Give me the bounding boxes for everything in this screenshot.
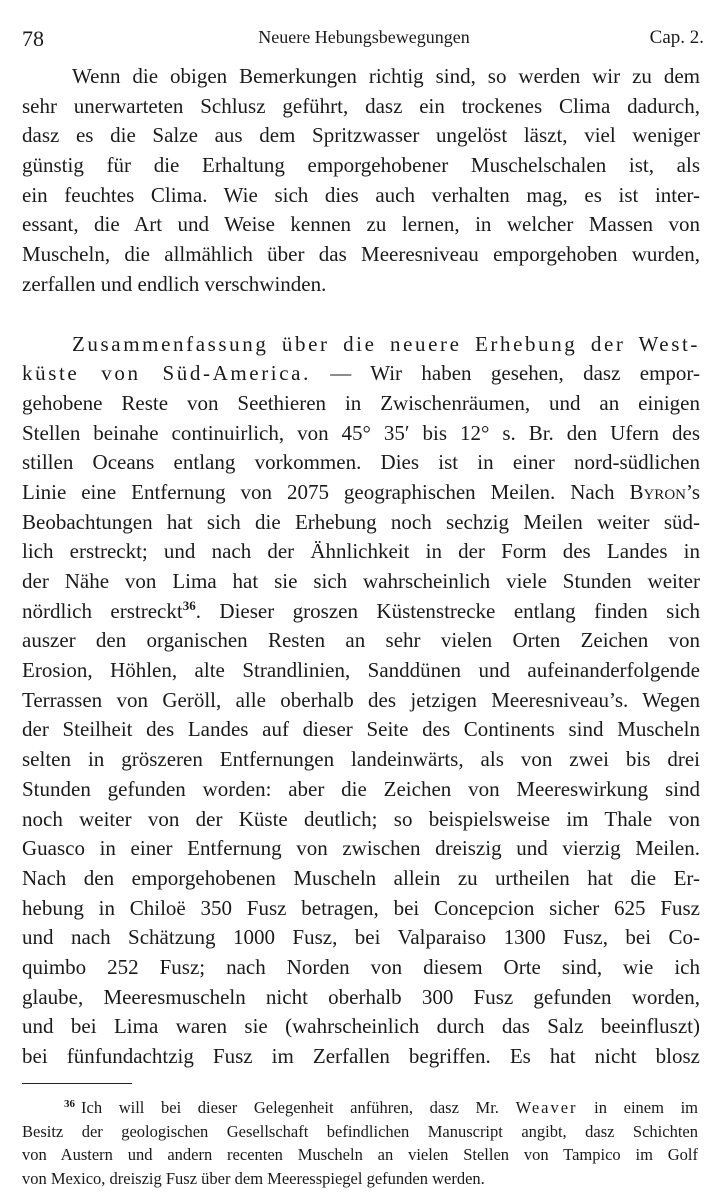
text-line: günstig für die Erhaltung emporgehobener Muschelschalen ist, als: [22, 153, 700, 178]
text-line: lich erstreckt; und nach der Ähnlichkeit in der Form des Landes in: [22, 539, 700, 564]
paragraph-1: [22, 62, 700, 300]
text-line: der Nähe von Lima hat sie sich wahrscheinlich viele Stunden weiter: [22, 569, 700, 593]
section-heading: Zusammenfassung über die neuere Erhebung der West-: [72, 331, 700, 356]
text-fragment: Ich will bei dieser Gelegenheit anführen, dasz Mr.: [81, 1098, 499, 1117]
text-line: glaube, Meeresmuscheln nicht oberhalb 300 Fusz gefunden worden,: [22, 984, 700, 1009]
paragraph-gap: [22, 300, 700, 330]
footnote-divider: [22, 1083, 132, 1084]
text-line: selten in gröszeren Entfernungen landeinwärts, als von zwei bis drei: [22, 747, 700, 772]
text-line: Muscheln, die allmählich über das Meeresniveau emporgehoben wurden,: [22, 242, 700, 267]
text-line: stillen Oceans entlang vorkommen. Dies ist in einer nord-südlichen: [22, 450, 700, 475]
text-line: Guasco in einer Entfernung von zwischen dreiszig und vierzig Meilen.: [22, 836, 700, 861]
text-line: Stunden gefunden worden: aber die Zeichen von Meereswirkung sind: [22, 776, 700, 801]
footnote-text: [22, 1120, 698, 1191]
text-line: ein feuchtes Clima. Wie sich dies auch verhalten mag, es ist inter-: [22, 182, 700, 207]
text-line: noch weiter von der Küste deutlich; so beispielsweise im Thale von: [22, 806, 700, 831]
text-line: Erosion, Höhlen, alte Strandlinien, Sanddünen und aufeinanderfolgende: [22, 658, 700, 683]
text-line: [22, 359, 700, 389]
section-heading-continued: küste von Süd-America.: [22, 361, 311, 386]
footnote-line: Besitz der geologischen Gesellschaft befindlichen Manuscript angibt, dasz Schichten: [22, 1121, 698, 1141]
text-line: sehr unerwarteten Schlusz geführt, dasz ein trockenes Clima dadurch,: [22, 93, 700, 118]
text-line: essant, die Art und Weise kennen zu lernen, in welcher Massen von: [22, 212, 700, 237]
text-line: [22, 597, 700, 627]
text-line: [22, 330, 700, 360]
text-fragment: . Dieser groszen Küstenstrecke entlang finden sich: [195, 598, 700, 623]
text-line: und bei Lima waren sie (wahrscheinlich durch das Salz beeinfluszt): [22, 1014, 700, 1039]
text-line: auszer den organischen Resten an sehr vielen Orten Zeichen von: [22, 628, 700, 653]
footnote-line: von Mexico, dreiszig Fusz über dem Meeresspiegel gefunden werden.: [22, 1168, 485, 1188]
text-block: [22, 389, 700, 478]
text-line: dasz es die Salze aus dem Spritzwasser ungelöst läszt, viel weniger: [22, 123, 700, 148]
text-fragment: — Wir haben gesehen, dasz empor-: [330, 361, 700, 386]
text-line: hebung in Chiloë 350 Fusz betragen, bei Concepcion sicher 625 Fusz: [22, 895, 700, 920]
text-fragment: in einem im: [594, 1098, 698, 1117]
text-line: zerfallen und endlich verschwinden.: [22, 271, 327, 296]
footnote-line: [22, 1096, 698, 1120]
text-line: Wenn die obigen Bemerkungen richtig sind, so werden wir zu dem: [72, 64, 700, 88]
text-line: quimbo 252 Fusz; nach Norden von diesem Orte sind, wie ich: [22, 954, 700, 979]
text-line: Terrassen von Geröll, alle oberhalb des jetzigen Meeresniveau’s. Wegen: [22, 687, 700, 712]
footnote: [22, 1096, 698, 1190]
text-line: Beobachtungen hat sich die Erhebung noch sechzig Meilen weiter süd-: [22, 509, 700, 534]
footnote-marker[interactable]: 36: [182, 597, 196, 613]
text-fragment: Linie eine Entfernung von 2075 geographischen Meilen. Nach: [22, 479, 615, 504]
text-line: bei fünfundachtzig Fusz im Zerfallen begriffen. Es hat nicht blosz: [22, 1044, 700, 1068]
text-line: Stellen beinahe continuirlich, von 45° 35′ bis 12° s. Br. den Ufern des: [22, 420, 700, 445]
chapter-label: Cap. 2.: [649, 27, 704, 48]
footnote-number: 36: [64, 1097, 75, 1110]
paragraph-2: [22, 330, 700, 1072]
text-line: und nach Schätzung 1000 Fusz, bei Valparaiso 1300 Fusz, bei Co-: [22, 925, 700, 950]
text-line: gehobene Reste von Seethieren in Zwischenräumen, und an einigen: [22, 390, 700, 415]
text-line: [22, 478, 700, 508]
text-line: Nach den emporgehobenen Muscheln allein zu urtheilen hat die Er-: [22, 865, 700, 890]
author-name-weaver: Weaver: [515, 1098, 578, 1117]
body-text: [22, 62, 700, 1072]
text-block: [22, 626, 700, 1071]
page-header: [22, 22, 706, 52]
text-fragment: nördlich erstreckt: [22, 598, 183, 623]
text-line: der Steilheit des Landes auf dieser Seite des Continents sind Muscheln: [22, 717, 700, 742]
footnote-line: von Austern und andern recenten Muscheln an vielen Stellen von Tampico im Golf: [22, 1145, 698, 1164]
author-name-byron: Byron: [629, 479, 686, 504]
running-title: Neuere Hebungsbewegungen: [258, 27, 470, 47]
text-block: [22, 508, 700, 597]
text-fragment: ’s: [685, 479, 700, 504]
page-number: 78: [22, 26, 44, 51]
